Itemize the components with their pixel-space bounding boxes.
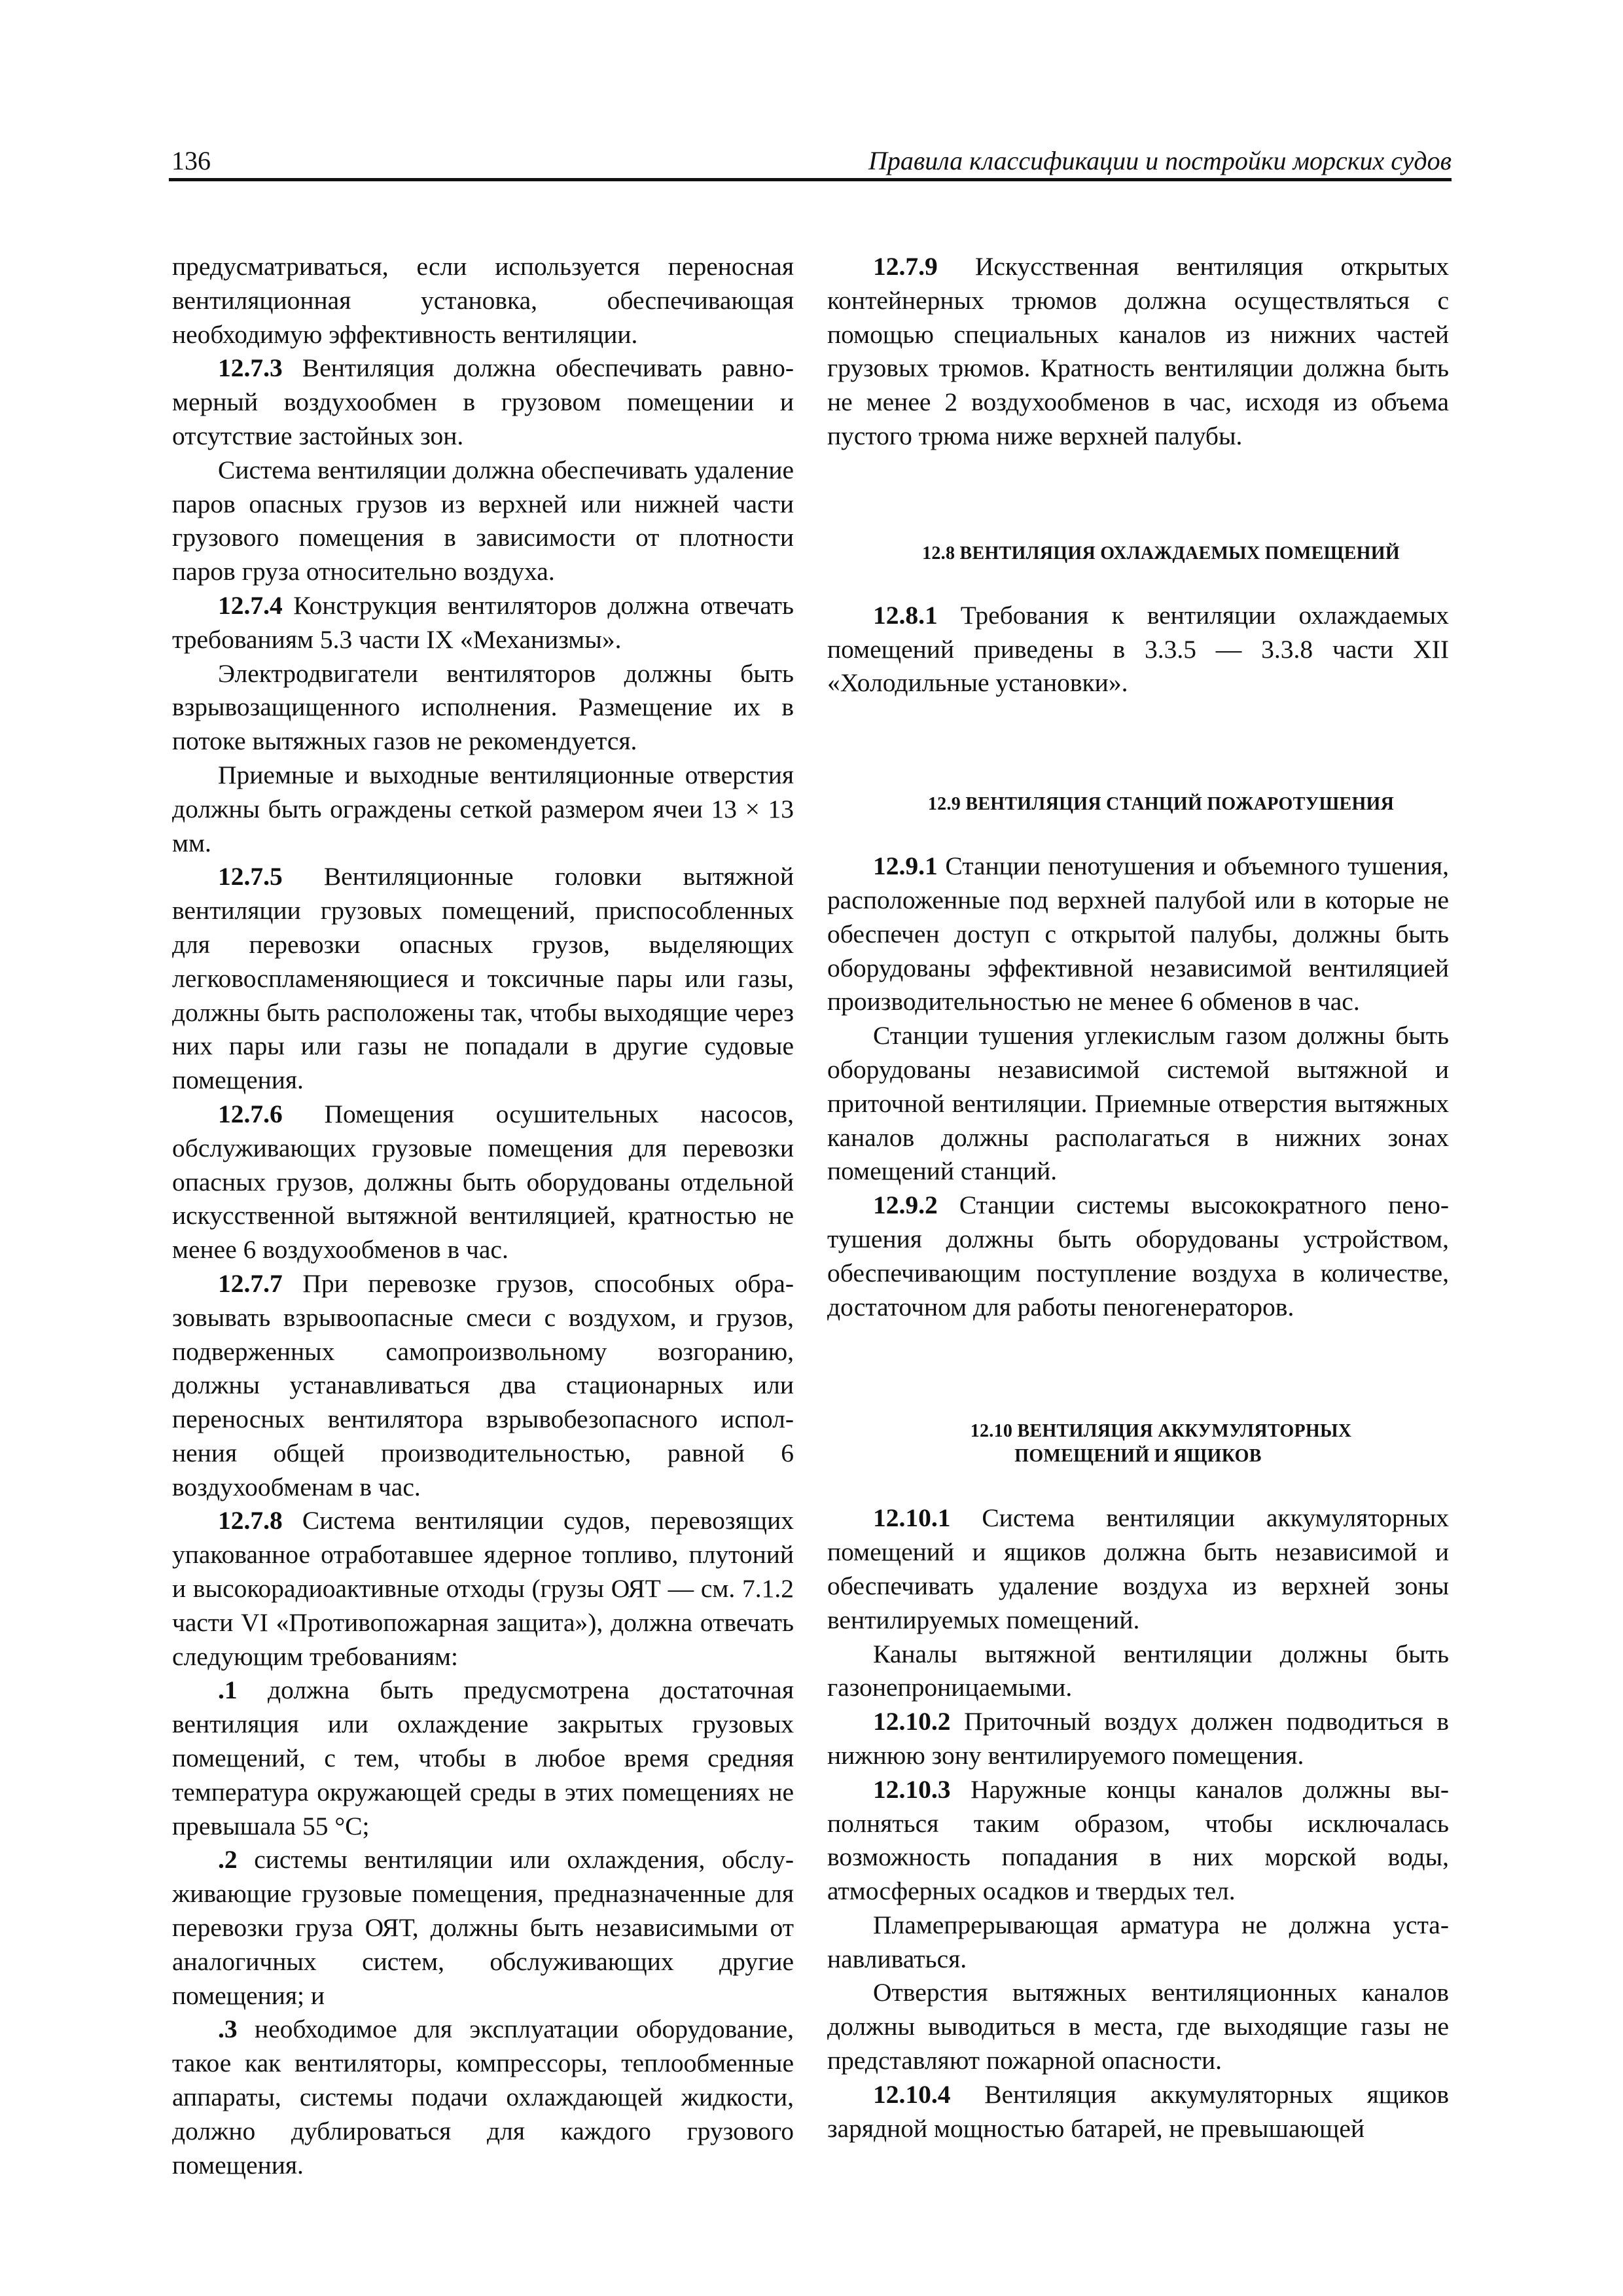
section-heading-12-10: 12.10 ВЕНТИЛЯЦИЯ АККУМУЛЯТОРНЫХ ПОМЕЩЕНИЙ И ЯЩИКОВ — [970, 1421, 1352, 1467]
paragraph: Приемные и выходные вентиляционные отверстия должны быть ограждены сеткой размером ячеи 13 × 13 мм. — [172, 760, 794, 857]
left-column — [172, 250, 794, 2182]
paragraph: предусматриваться, если используется переносная вентиляционная установка, обеспечивающая необходимую эффективность вентиляции. — [172, 252, 794, 349]
clause-number: 12.7.5 — [218, 862, 283, 891]
section-heading-12-8: 12.8 ВЕНТИЛЯЦИЯ ОХЛАЖДАЕМЫХ ПОМЕЩЕНИЙ — [922, 543, 1400, 564]
page-header — [169, 145, 1452, 179]
paragraph-12-10-3: 12.10.3 Наружные концы каналов должны выполняться таким образом, чтобы исключалась возможность попадания в них морской воды, атмосферных осадков и твердых тел. — [827, 1774, 1449, 1906]
paragraph-12-10-1: 12.10.1 Система вентиляции аккумуляторных помещений и ящиков должна быть независимой и обеспечивать удаление воздуха из верхней зоны вентилируемых помещений. — [827, 1503, 1449, 1634]
list-item-1: .1 должна быть предусмотрена достаточная вентиляция или охлаждение закрытых грузовых помещений, с тем, чтобы в любое время средняя температура окружающей среды в этих помещениях не превышала 55 °С; — [172, 1676, 794, 1840]
page-number: 136 — [171, 146, 211, 175]
item-number: .1 — [218, 1676, 238, 1705]
paragraph: Станции тушения углекислым газом должны быть оборудованы независимой системой вытяжной и приточной вентиляции. Приемные отверстия вытяжных каналов должны располагаться в нижних зонах помещений станций. — [827, 1021, 1449, 1186]
clause-number: 12.7.4 — [218, 590, 283, 620]
clause-number: 12.10.4 — [873, 2079, 951, 2109]
right-column — [827, 250, 1449, 2145]
clause-number: 12.8.1 — [873, 600, 938, 630]
item-number: .2 — [218, 1845, 238, 1874]
paragraph-12-10-2: 12.10.2 Приточный воздух должен подводиться в нижнюю зону вентилируемого помещения. — [827, 1707, 1449, 1770]
clause-number: 12.10.2 — [873, 1707, 951, 1736]
paragraph-12-7-8: 12.7.8 Система вентиляции судов, перевозящих упакованное отработавшее ядерное топливо, плутоний и высокорадиоактивные отходы (грузы ОЯТ — см. 7.1.2 части VI «Противопожарная защита»), должна отвечать следующим требованиям: — [172, 1506, 794, 1671]
clause-number: 12.7.7 — [218, 1268, 283, 1298]
paragraph-12-7-4: 12.7.4 Конструкция вентиляторов должна отвечать требованиям 5.3 части IX «Механизмы». — [172, 590, 794, 654]
paragraph: Каналы вытяжной вентиляции должны быть газонепроницаемыми. — [827, 1639, 1449, 1702]
paragraph: Система вентиляции должна обеспечивать удаление паров опасных грузов из верхней или нижней части грузового помещения в зависимости от плотности паров груза относительно воздуха. — [172, 455, 794, 586]
list-item-3: .3 необходимое для эксплуатации оборудование, такое как вентиляторы, компрессоры, теплообменные аппараты, системы подачи охлаждающей жидкости, должно дублироваться для каждого грузового помещения. — [172, 2015, 794, 2179]
clause-number: 12.9.2 — [873, 1191, 938, 1220]
paragraph-12-7-9: 12.7.9 Искусственная вентиляция открытых контейнерных трюмов должна осуществляться с помощью специальных каналов из нижних частей грузовых трюмов. Кратность вентиляции должна быть не менее 2 воздухообменов в час, исходя из объема пустого трюма ниже верхней палубы. — [827, 252, 1449, 450]
paragraph-12-7-6: 12.7.6 Помещения осушительных насосов, обслуживающих грузовые помещения для перевозки опасных грузов, должны быть оборудованы отдельной искусственной вытяжной вентиляцией, кратностью не менее 6 воздухообменов в час. — [172, 1099, 794, 1265]
item-number: .3 — [218, 2015, 238, 2044]
paragraph-12-7-7: 12.7.7 При перевозке грузов, способных образовывать взрывоопасные смеси с воздухом, и грузов, подверженных самопроизвольному возгоранию, должны устанавливаться два стационарных или переносных вентилятора взрывобезопасного исполнения общей производительностью, равной 6 воздухообменам в час. — [172, 1268, 794, 1501]
paragraph: Отверстия вытяжных вентиляционных каналов должны выводиться в места, где выходящие газы не представляют пожарной опасности. — [827, 1978, 1449, 2075]
paragraph-12-9-1: 12.9.1 Станции пенотушения и объемного тушения, расположенные под верхней палубой или в которые не обеспечен доступ с открытой палубы, должны быть оборудованы эффективной независимой вентиляцией производительностью не менее 6 обменов в час. — [827, 852, 1449, 1016]
header-rule — [169, 178, 1452, 181]
paragraph-12-9-2: 12.9.2 Станции системы высокократного пенотушения должны быть оборудованы устройством, обеспечивающим поступление воздуха в количестве, достаточном для работы пеногенераторов. — [827, 1191, 1449, 1321]
clause-number: 12.9.1 — [873, 852, 938, 881]
clause-number: 12.7.8 — [218, 1506, 283, 1535]
clause-number: 12.10.1 — [873, 1503, 951, 1533]
paragraph-12-10-4: 12.10.4 Вентиляция аккумуляторных ящиков зарядной мощностью батарей, не превышающей — [827, 2079, 1449, 2143]
paragraph-12-7-3: 12.7.3 Вентиляция должна обеспечивать равномерный воздухообмен в грузовом помещении и отсутствие застойных зон. — [172, 353, 794, 450]
clause-number: 12.7.3 — [218, 353, 283, 383]
list-item-2: .2 системы вентиляции или охлаждения, обслуживающие грузовые помещения, предназначенные для перевозки груза ОЯТ, должны быть независимыми от аналогичных систем, обслуживающих другие помещения; и — [172, 1845, 794, 2010]
section-heading-12-9: 12.9 ВЕНТИЛЯЦИЯ СТАНЦИЙ ПОЖАРОТУШЕНИЯ — [927, 794, 1395, 815]
paragraph: Электродвигатели вентиляторов должны быть взрывозащищенного исполнения. Размещение их в потоке вытяжных газов не рекомендуется. — [172, 658, 794, 756]
running-title: Правила классификации и постройки морских судов — [868, 146, 1452, 175]
clause-number: 12.7.6 — [218, 1099, 283, 1128]
clause-number: 12.7.9 — [873, 252, 938, 281]
paragraph: Пламепрерывающая арматура не должна устанавливаться. — [827, 1910, 1449, 1973]
clause-number: 12.10.3 — [873, 1774, 951, 1804]
paragraph-12-8-1: 12.8.1 Требования к вентиляции охлаждаемых помещений приведены в 3.3.5 — 3.3.8 части XII «Холодильные установки». — [827, 600, 1449, 698]
paragraph-12-7-5: 12.7.5 Вентиляционные головки вытяжной вентиляции грузовых помещений, приспособленных для перевозки опасных грузов, выделяющих легковоспламеняющиеся и токсичные пары или газы, должны быть расположены так, чтобы выходящие через них пары или газы не попадали в другие судовые помещения. — [172, 862, 794, 1095]
